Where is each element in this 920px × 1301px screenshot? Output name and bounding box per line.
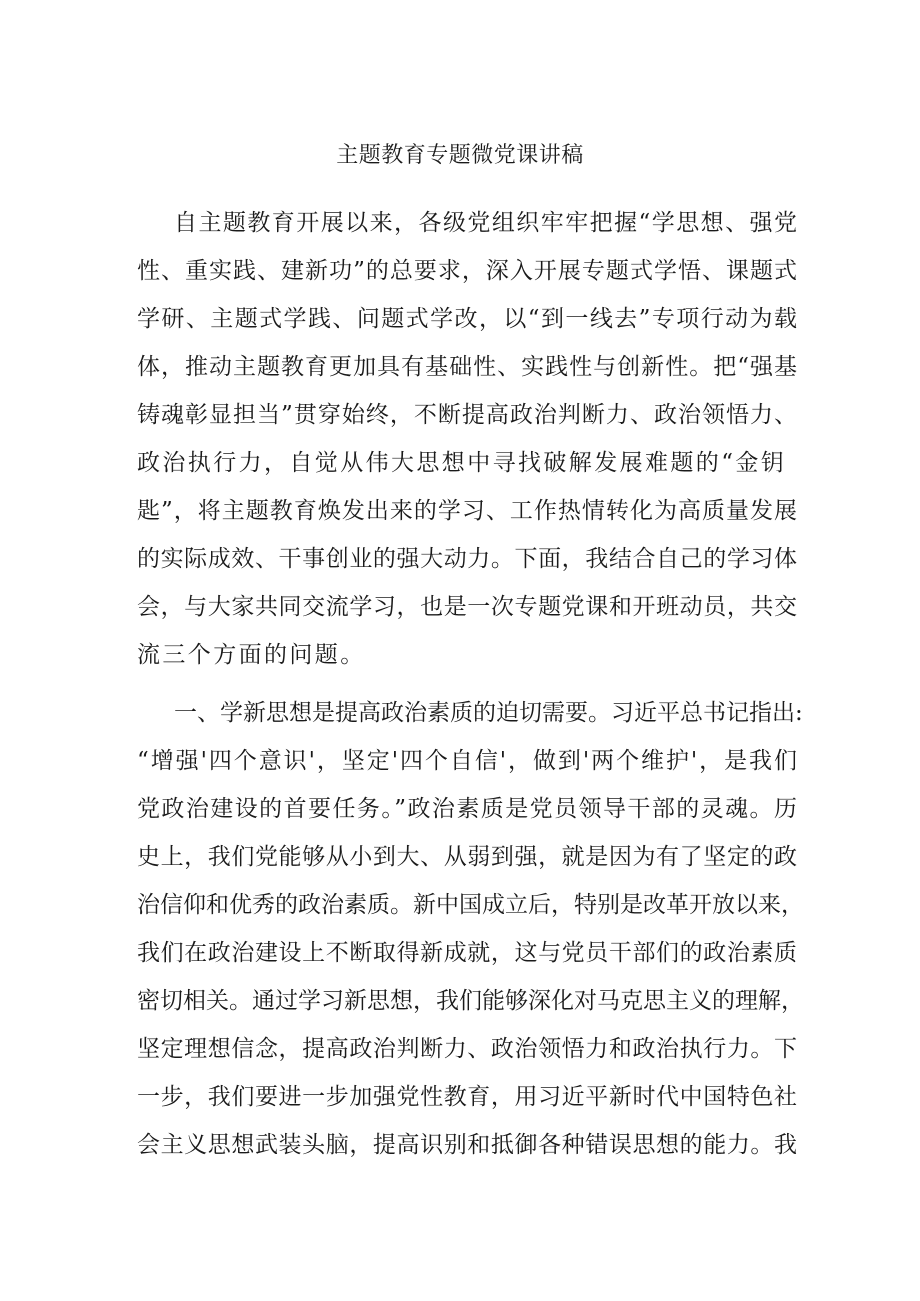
- document-title: 主题教育专题微党课讲稿: [336, 143, 584, 168]
- paragraph-line: 坚定理想信念，提高政治判断力、政治领悟力和政治执行力。下: [137, 1036, 797, 1062]
- paragraph-line: 会主义思想武装头脑，提高识别和抵御各种错误思想的能力。我: [137, 1132, 797, 1158]
- paragraph-line: 会，与大家共同交流学习，也是一次专题党课和开班动员，共交: [137, 594, 797, 620]
- paragraph-line: 体，推动主题教育更加具有基础性、实践性与创新性。把“强基: [137, 354, 797, 380]
- paragraph-line: 性、重实践、建新功”的总要求，深入开展专题式学悟、课题式: [137, 258, 797, 284]
- paragraph-line: 一、学新思想是提高政治素质的迫切需要。习近平总书记指出:: [174, 700, 803, 726]
- paragraph-line: 政治执行力，自觉从伟大思想中寻找破解发展难题的“金钥: [137, 450, 787, 476]
- paragraph-line: 治信仰和优秀的政治素质。新中国成立后，特别是改革开放以来，: [137, 892, 804, 918]
- paragraph-line: 一步，我们要进一步加强党性教育，用习近平新时代中国特色社: [137, 1084, 797, 1110]
- paragraph-line: “增强'四个意识'，坚定'四个自信'，做到'两个维护'，是我们: [137, 748, 797, 774]
- paragraph-line: 史上，我们党能够从小到大、从弱到强，就是因为有了坚定的政: [137, 844, 797, 870]
- paragraph-line: 匙”，将主题教育焕发出来的学习、工作热情转化为高质量发展: [137, 498, 797, 524]
- paragraph-line: 流三个方面的问题。: [137, 642, 366, 668]
- paragraph-line: 自主题教育开展以来，各级党组织牢牢把握“学思想、强党: [174, 210, 797, 236]
- paragraph-line: 的实际成效、干事创业的强大动力。下面，我结合自己的学习体: [137, 546, 797, 572]
- paragraph-line: 党政治建设的首要任务。”政治素质是党员领导干部的灵魂。历: [137, 796, 797, 822]
- paragraph-line: 密切相关。通过学习新思想，我们能够深化对马克思主义的理解，: [137, 988, 804, 1014]
- paragraph-line: 我们在政治建设上不断取得新成就，这与党员干部们的政治素质: [137, 940, 797, 966]
- paragraph-line: 铸魂彰显担当”贯穿始终，不断提高政治判断力、政治领悟力、: [137, 402, 797, 428]
- paragraph-line: 学研、主题式学践、问题式学改，以“到一线去”专项行动为载: [137, 306, 797, 332]
